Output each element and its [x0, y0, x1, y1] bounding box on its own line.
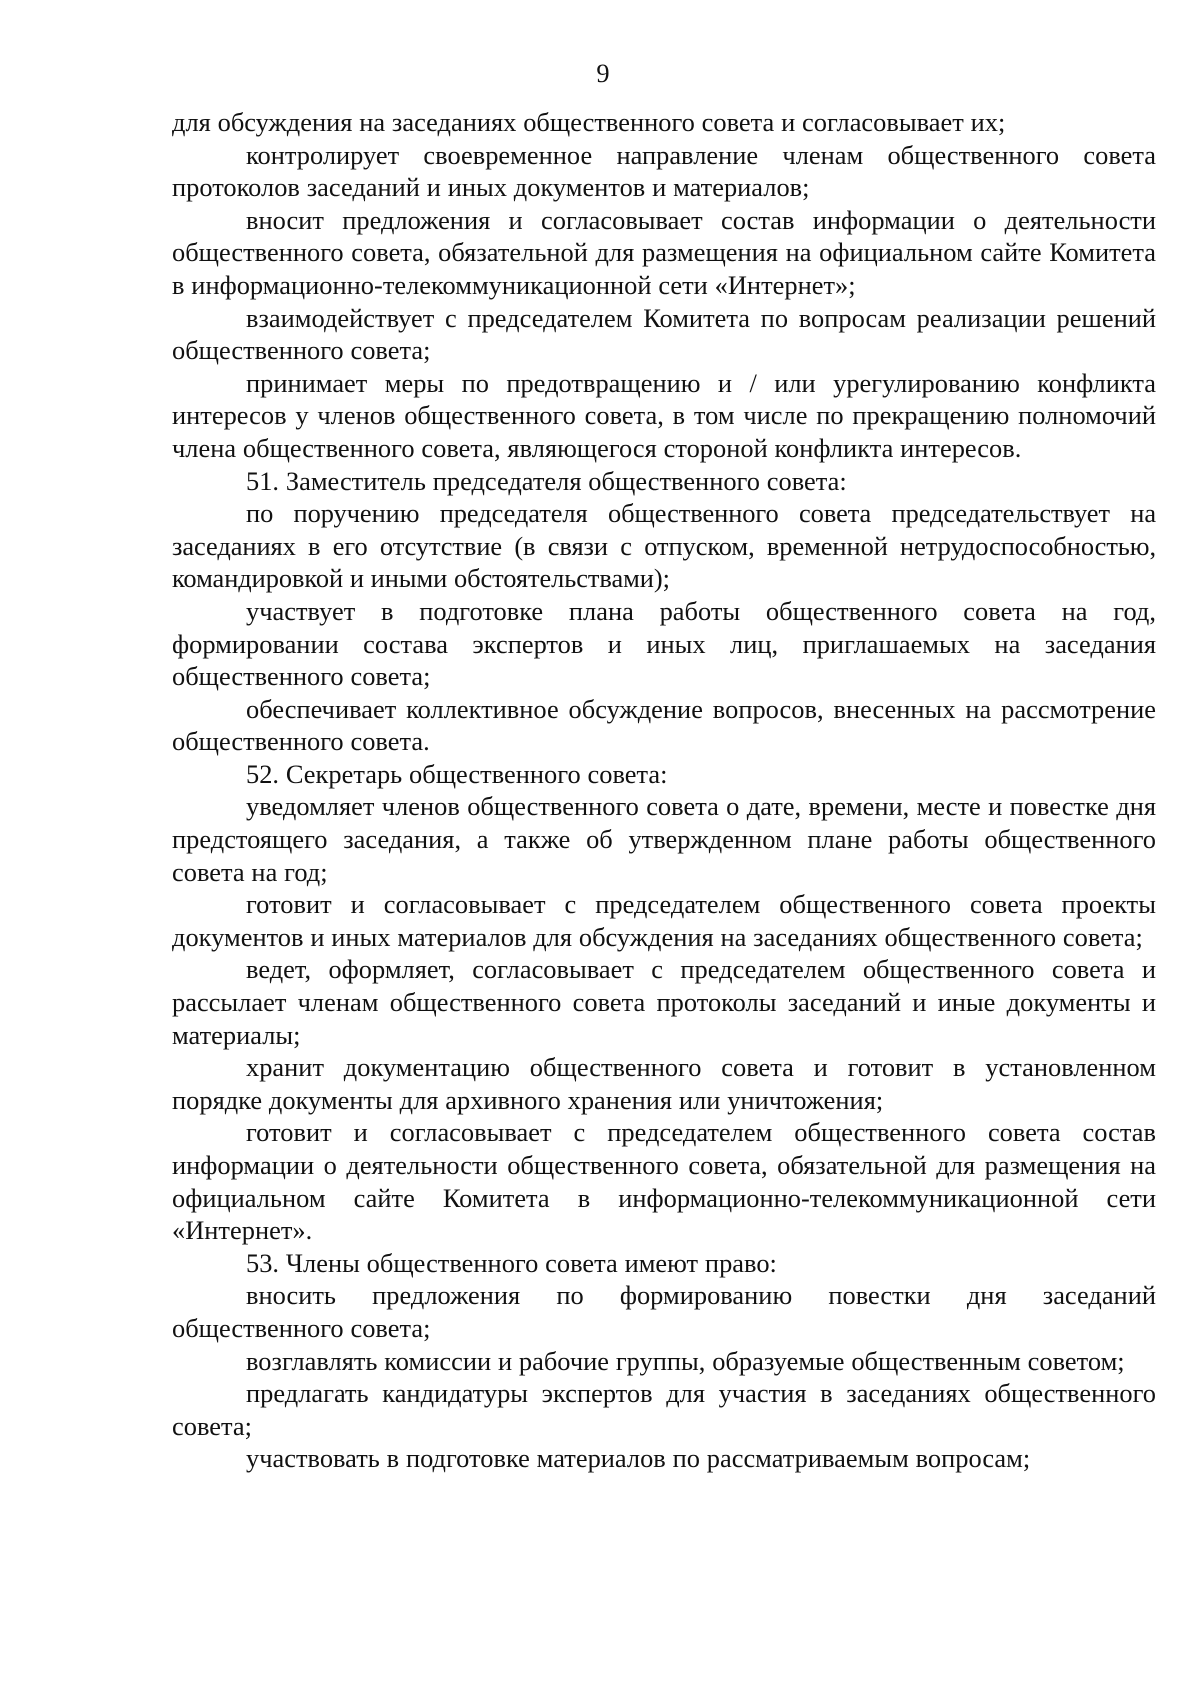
- paragraph-11: уведомляет членов общественного совета о дате, времени, месте и повестке дня предстоящего заседания, а также об утвержденном плане работы общественного совета на год;: [172, 791, 1156, 887]
- paragraph-14: хранит документацию общественного совета и готовит в установленном порядке документы для архивного хранения или уничтожения;: [172, 1052, 1156, 1115]
- paragraph-12: готовит и согласовывает с председателем общественного совета проекты документов и иных материалов для обсуждения на заседаниях общественного совета;: [172, 889, 1156, 952]
- paragraph-4: взаимодействует с председателем Комитета по вопросам реализации решений общественного совета;: [172, 302, 1156, 366]
- section-52-heading: 52. Секретарь общественного совета:: [246, 758, 668, 789]
- paragraph-18: возглавлять комиссии и рабочие группы, образуемые общественным советом;: [246, 1345, 1125, 1376]
- paragraph-3: вносит предложения и согласовывает состав информации о деятельности общественного совета, обязательной для размещения на официальном сайте Комитета в информационно-телекоммуникационной сети «Интернет»;: [172, 204, 1156, 300]
- paragraph-7: по поручению председателя общественного совета председательствует на заседаниях в его отсутствие (в связи с отпуском, временной нетрудоспособностью, командировкой и иными обстоятельствами);: [172, 498, 1156, 594]
- paragraph-9: обеспечивает коллективное обсуждение вопросов, внесенных на рассмотрение общественного совета.: [172, 693, 1156, 757]
- paragraph-20: участвовать в подготовке материалов по рассматриваемым вопросам;: [246, 1443, 1031, 1474]
- paragraph-15: готовит и согласовывает с председателем общественного совета состав информации о деятельности общественного совета, обязательной для размещения на официальном сайте Комитета в информационно-телекоммуникационной сети «Интернет».: [172, 1117, 1156, 1246]
- paragraph-2: контролирует своевременное направление членам общественного совета протоколов заседаний и иных документов и материалов;: [172, 139, 1156, 203]
- paragraph-8: участвует в подготовке плана работы общественного совета на год, формировании состава экспертов и иных лиц, приглашаемых на заседания общественного совета;: [172, 595, 1156, 692]
- section-51-heading: 51. Заместитель председателя общественного совета:: [246, 465, 847, 496]
- paragraph-1: для обсуждения на заседаниях общественного совета и согласовывает их;: [172, 107, 1006, 137]
- paragraph-17: вносить предложения по формированию повестки дня заседаний общественного совета;: [172, 1280, 1156, 1343]
- paragraph-19: предлагать кандидатуры экспертов для участия в заседаниях общественного совета;: [172, 1378, 1156, 1441]
- page-number: 9: [596, 58, 610, 88]
- section-53-heading: 53. Члены общественного совета имеют право:: [246, 1247, 777, 1278]
- paragraph-5: принимает меры по предотвращению и / или урегулированию конфликта интересов у членов общественного совета, в том числе по прекращению полномочий члена общественного совета, являющегося стороной конфликта интересов.: [172, 367, 1156, 463]
- paragraph-13: ведет, оформляет, согласовывает с председателем общественного совета и рассылает членам общественного совета протоколы заседаний и иные документы и материалы;: [172, 954, 1156, 1050]
